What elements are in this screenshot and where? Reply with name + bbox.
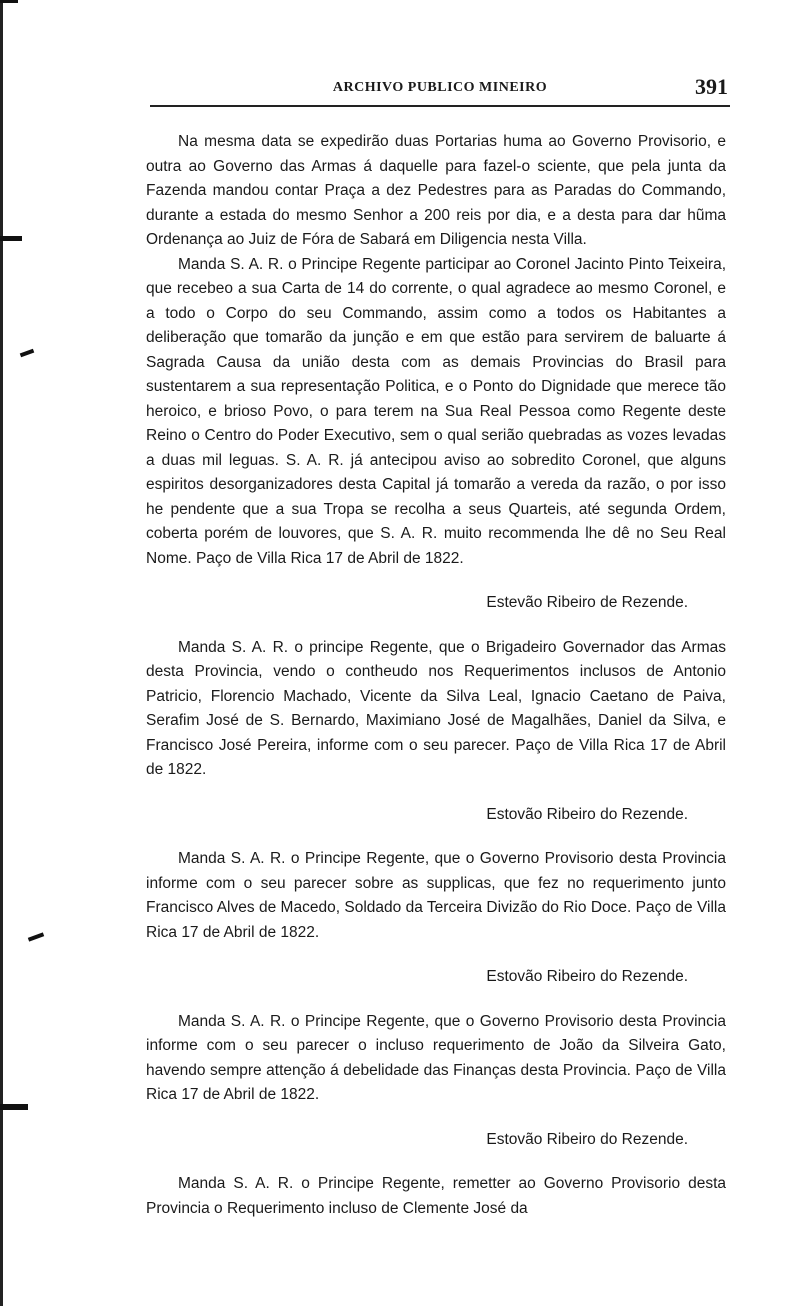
header-rule — [150, 105, 730, 107]
paragraph: Manda S. A. R. o Principe Regente, remetter ao Governo Provisorio desta Provincia o Requerimento incluso de Clemente José da — [146, 1175, 726, 1217]
signature: Estovão Ribeiro do Rezende. — [486, 968, 688, 985]
paragraph: Manda S. A. R. o principe Regente, que o Brigadeiro Governador das Armas desta Provincia, vendo o contheudo nos Requerimentos inclusos de Antonio Patricio, Florencio Machado, Vicente da Silva Leal, Ignacio Caetano de Paiva, Serafim José de S. Bernardo, Maximiano José de Magalhães, Daniel da Silva, e Francisco José Pereira, informe com o seu parecer. Paço de Villa Rica 17 de Abril de 1822. — [146, 638, 726, 778]
scan-mark — [0, 0, 18, 3]
scan-mark — [20, 349, 35, 358]
signature: Estovão Ribeiro do Rezende. — [486, 1130, 688, 1148]
page-number: 391 — [695, 74, 728, 99]
paragraph: Manda S. A. R. o Principe Regente, que o Governo Provisorio desta Provincia informe com o seu parecer sobre as supplicas, que fez no requerimento junto Francisco Alves de Macedo, Soldado da Terceira Divizão do Rio Doce. Paço de Villa Rica 17 de Abril de 1822. — [146, 850, 726, 941]
scan-mark — [0, 1104, 28, 1110]
running-title: ARCHIVO PUBLICO MINEIRO — [332, 80, 548, 95]
page-header — [150, 76, 730, 102]
page-body — [146, 130, 726, 1221]
paragraph: Manda S. A. R. o Principe Regente participar ao Coronel Jacinto Pinto Teixeira, que recebeo a sua Carta de 14 do corrente, o qual agradece ao mesmo Coronel, e a todo o Corpo do seu Commando, assim como a todos os Habitantes a deliberação que tomarão da junção e em que estão para servirem de baluarte á Sagrada Causa da união desta com as demais Provincias do Brasil para sustentarem a sua representação Politica, e o Ponto do Dignidade que merece tão heroico, e brioso Povo, o para terem na Sua Real Pessoa como Regente deste Reino o Centro do Poder Executivo, sem o qual serião quebradas as vozes levadas a duas mil leguas. S. A. R. já antecipou aviso ao sobredito Coronel, que alguns espiritos desorganizadores desta Capital já tomarão a vereda da razão, o por isso he pendente que a sua Tropa se recolha a seus Quarteis, até segunda Ordem, coberta porém de louvores, que S. A. R. muito recommenda lhe dê no Seu Real Nome. Paço de Villa Rica 17 de Abril de 1822. — [146, 255, 726, 567]
signature: Estovão Ribeiro do Rezende. — [486, 805, 688, 823]
page-left-edge — [0, 0, 3, 1306]
paragraph: Na mesma data se expedirão duas Portarias huma ao Governo Provisorio, e outra ao Governo das Armas á daquelle para fazel-o sciente, que pela junta da Fazenda mandou contar Praça a dez Pedestres para as Paradas do Commando, durante a estada do mesmo Senhor a 200 reis por dia, e a desta para dar hũma Ordenança ao Juiz de Fóra de Sabará em Diligencia nesta Villa. — [146, 133, 726, 248]
scan-mark — [28, 932, 44, 941]
scan-mark — [0, 236, 22, 241]
signature: Estevão Ribeiro de Rezende. — [486, 594, 688, 611]
paragraph: Manda S. A. R. o Principe Regente, que o Governo Provisorio desta Provincia informe com o seu parecer o incluso requerimento de João da Silveira Gato, havendo sempre attenção á debelidade das Finanças desta Provincia. Paço de Villa Rica 17 de Abril de 1822. — [146, 1012, 726, 1103]
